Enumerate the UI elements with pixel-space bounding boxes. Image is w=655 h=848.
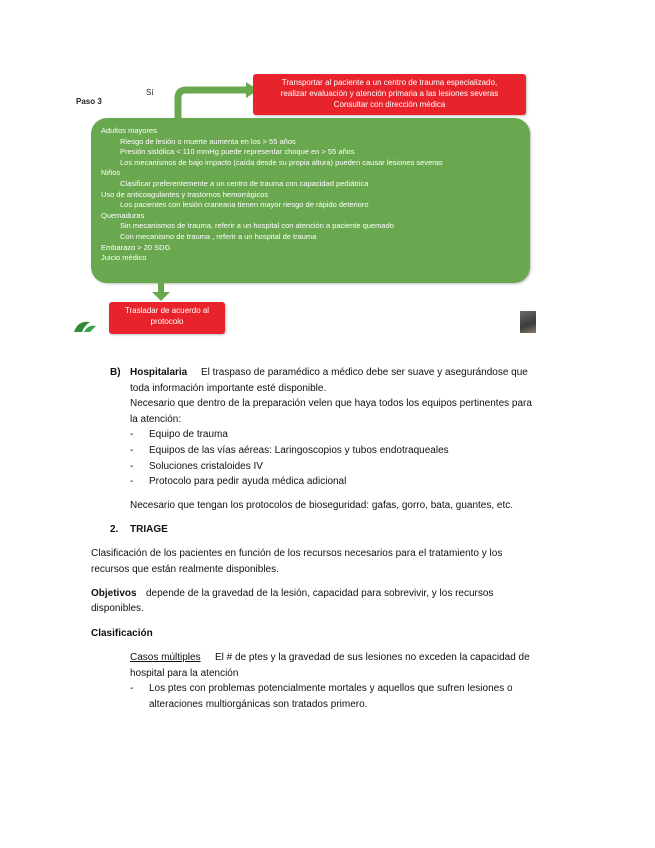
criteria-heading-adultos: Adultos mayores (101, 126, 157, 135)
criteria-box (91, 118, 530, 283)
triage-number: 2. (110, 524, 119, 535)
bullet-dash: - (130, 460, 134, 472)
section-marker: B) (110, 367, 121, 378)
bullet-item: Equipos de las vías aéreas: Laringoscopios y tubos endotraqueales (149, 445, 449, 456)
hospitalaria-text: El traspaso de paramédico a médico debe ser suave y asegurándose que (201, 367, 528, 378)
transport-line-2: realizar evaluación y atención primaria a las lesiones severas (280, 89, 499, 98)
protocol-line-1: Trasladar de acuerdo al (124, 306, 210, 315)
casos-bullet-text: Los ptes con problemas potencialmente mortales y aquellos que sufren lesiones o (149, 683, 513, 695)
criteria-item: Los mecanismos de bajo impacto (caída desde su propia altura) pueden causar lesiones severas (120, 157, 443, 167)
objetivos-text: depende de la gravedad de la lesión, capacidad para sobrevivir, y los recursos (146, 587, 494, 599)
transport-box (253, 74, 526, 115)
criteria-heading-ninos: Niños (101, 168, 121, 178)
bullet-item: Protocolo para pedir ayuda médica adicional (149, 476, 347, 488)
criteria-item: Presión sistólica < 110 mmHg puede representar choque en > 55 años (120, 147, 355, 157)
criteria-heading-quemaduras: Quemaduras (101, 210, 145, 220)
casos-multiples-text: hospital para la atención (130, 667, 239, 679)
transport-line-3: Consultar con dirección médica (333, 100, 446, 109)
bullet-dash: - (130, 476, 134, 488)
si-label: Sí (146, 88, 154, 97)
criteria-item: Riesgo de lesión o muerte aumenta en los > 55 años (120, 136, 296, 146)
criteria-heading-anticoagulantes: Uso de anticoagulantes y trastornos hemorrágicos (101, 189, 269, 199)
objetivos-label: Objetivos (91, 587, 137, 599)
bioseguridad-text: Necesario que tengan los protocolos de bioseguridad: gafas, gorro, bata, guantes, etc. (130, 500, 514, 511)
bullet-dash: - (130, 683, 134, 695)
bullet-item: Soluciones cristaloides IV (149, 460, 263, 472)
bullet-item: Equipo de trauma (149, 429, 228, 441)
clasificacion-title: Clasificación (91, 627, 153, 639)
criteria-item: Sin mecanismos de trauma, referir a un hospital con atención a paciente quemado (120, 221, 394, 231)
hospitalaria-text: la atención: (130, 413, 182, 425)
decorative-leaf-icon (72, 318, 98, 334)
triage-description: recursos que están realmente disponibles. (91, 563, 279, 575)
hospitalaria-text: toda información importante esté disponible. (130, 382, 327, 394)
hospitalaria-text: Necesario que dentro de la preparación velen que haya todos los equipos pertinentes para (130, 398, 532, 410)
photo-thumbnail-icon (520, 311, 536, 333)
down-arrow (150, 283, 172, 301)
transport-line-1: Transportar al paciente a un centro de trauma especializado, (281, 78, 498, 87)
criteria-item: Con mecanismo de trauma , referir a un hospital de trauma (120, 232, 317, 241)
paso-label: Paso 3 (76, 97, 102, 106)
bullet-dash: - (130, 445, 134, 456)
triage-description: Clasificación de los pacientes en función de los recursos necesarios para el tratamiento y los (91, 548, 503, 559)
casos-multiples-label: Casos múltiples (130, 652, 201, 663)
criteria-heading-embarazo: Embarazo > 20 SDG (101, 242, 171, 252)
casos-bullet-text: alteraciones multiorgánicas son tratados primero. (149, 698, 368, 710)
casos-multiples-text: El # de ptes y la gravedad de sus lesiones no exceden la capacidad de (215, 652, 530, 663)
triage-title: TRIAGE (130, 524, 168, 535)
protocol-line-2: protocolo (150, 317, 184, 326)
criteria-item: Los pacientes con lesión craneana tienen mayor riesgo de rápido deterioro (120, 200, 369, 210)
criteria-item: Clasificar preferentemente a un centro de trauma con capacidad pediátrica (120, 179, 369, 188)
objetivos-text: disponibles. (91, 603, 144, 615)
protocol-box (109, 302, 225, 334)
hospitalaria-title: Hospitalaria (130, 367, 188, 378)
criteria-heading-juicio: Juicio médico (101, 253, 147, 263)
bullet-dash: - (130, 429, 134, 441)
